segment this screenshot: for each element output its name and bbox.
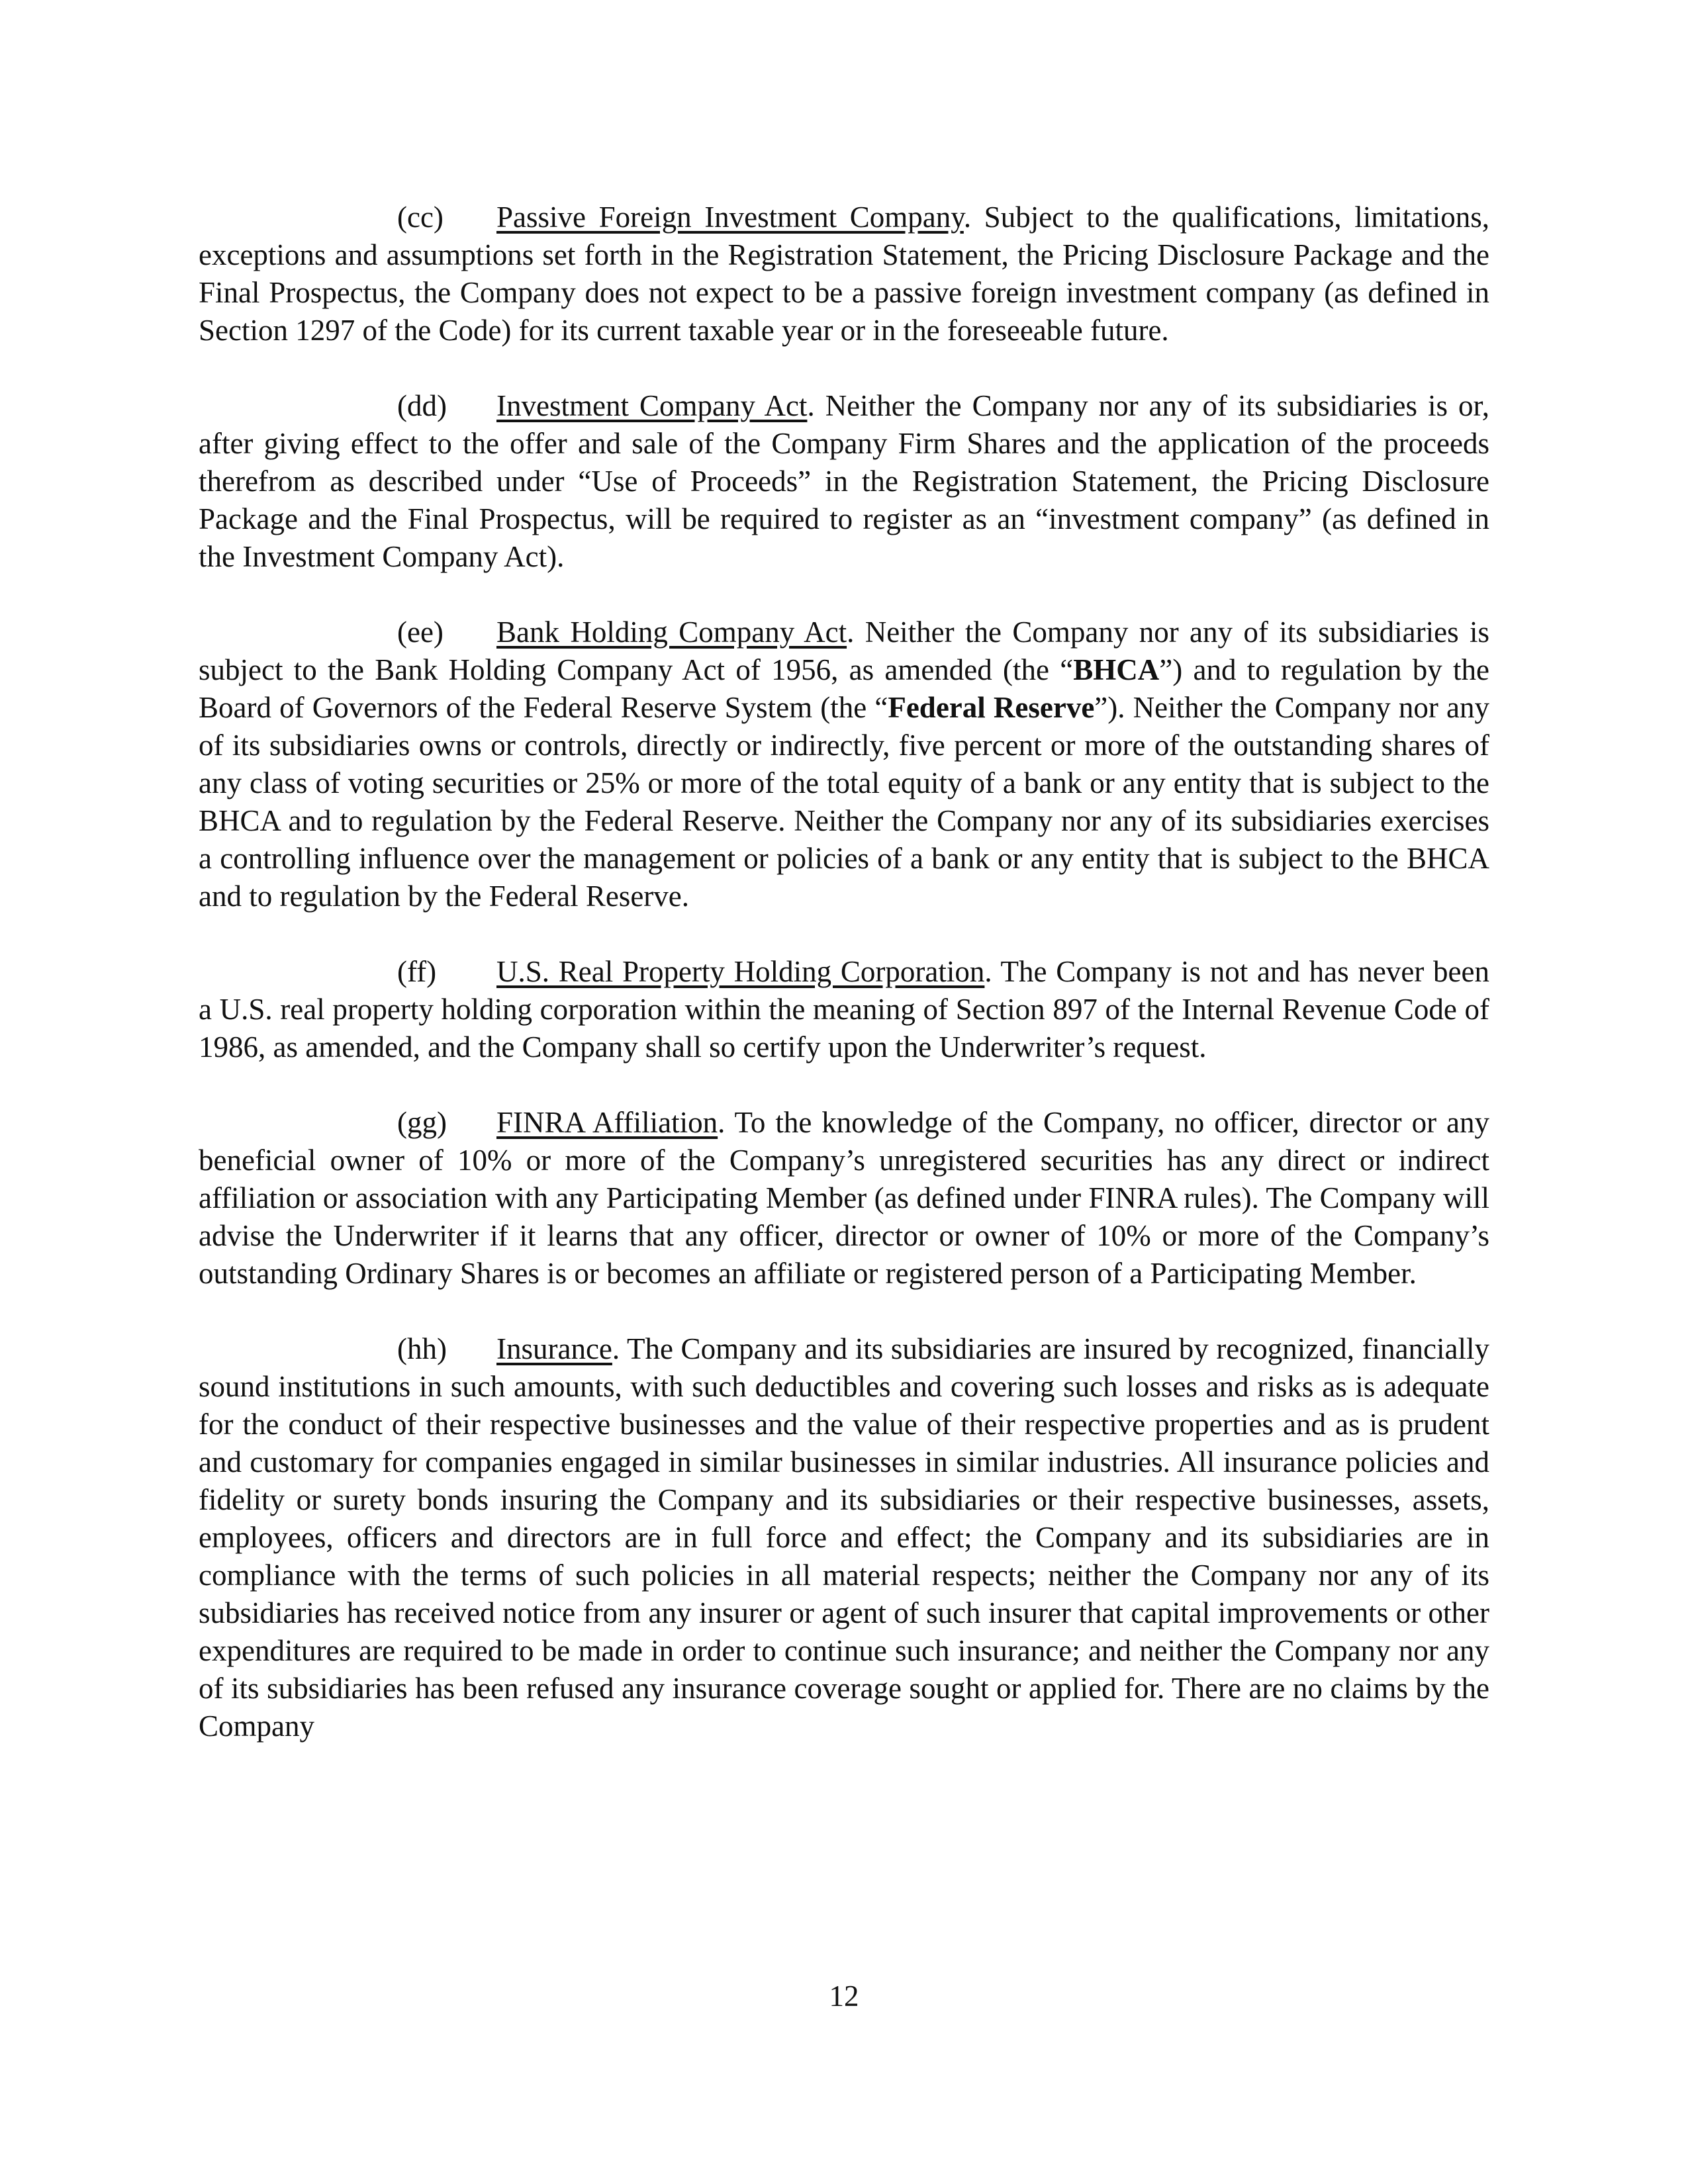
section-heading: Insurance <box>496 1332 612 1365</box>
section-text: . Subject to the qualifications, limitations, exceptions and assumptions set forth in the Registration Statement, the Pricing Disclosure Package and the Final Prospectus, the Company does not expect to be a passive foreign investment company (as defined in Section 1297 of the Code) for its current taxable year or in the foreseeable future. <box>199 201 1489 347</box>
section-text: . The Company is not and has never been a U.S. real property holding corporation within the meaning of Section 897 of the Internal Revenue Code of 1986, as amended, and the Company shall so certify upon the Underwriter’s request. <box>199 955 1489 1064</box>
section-dd <box>199 387 1489 576</box>
section-text: . To the knowledge of the Company, no officer, director or any beneficial owner of 10% or more of the Company’s unregistered securities has any direct or indirect affiliation or association with any Participating Member (as defined under FINRA rules). The Company will advise the Underwriter if it learns that any officer, director or owner of 10% or more of the Company’s outstanding Ordinary Shares is or becomes an affiliate or registered person of a Participating Member. <box>199 1106 1490 1290</box>
section-hh <box>199 1330 1489 1745</box>
section-text: . Neither the Company nor any of its subsidiaries is or, after giving effect to the offer and sale of the Company Firm Shares and the application of the proceeds therefrom as described under “Use of Proceeds” in the Registration Statement, the Pricing Disclosure Package and the Final Prospectus, will be required to register as an “investment company” (as defined in the Investment Company Act). <box>199 389 1489 573</box>
section-ee <box>199 614 1489 915</box>
section-heading: FINRA Affiliation <box>496 1106 718 1139</box>
defined-term-bhca: BHCA <box>1073 653 1160 686</box>
section-heading: Passive Foreign Investment Company <box>496 201 964 234</box>
section-heading: Investment Company Act <box>496 389 808 422</box>
page-number: 12 <box>829 1979 859 2013</box>
section-heading: Bank Holding Company Act <box>496 615 847 649</box>
defined-term-federal-reserve: Federal Reserve <box>888 691 1095 724</box>
section-text: . The Company and its subsidiaries are insured by recognized, financially sound institutions in such amounts, with such deductibles and covering such losses and risks as is adequate for the conduct of their respective businesses and the value of their respective properties and as is prudent and customary for companies engaged in similar businesses in similar industries. All insurance policies and fidelity or surety bonds insuring the Company and its subsidiaries or their respective businesses, assets, employees, officers and directors are in full force and effect; the Company and its subsidiaries are in compliance with the terms of such policies in all material respects; neither the Company nor any of its subsidiaries has received notice from any insurer or agent of such insurer that capital improvements or other expenditures are required to be made in order to continue such insurance; and neither the Company nor any of its subsidiaries has been refused any insurance coverage sought or applied for. There are no claims by the Company <box>199 1332 1489 1743</box>
section-ff <box>199 953 1489 1066</box>
section-text-mid: ”) and to regulation by the Board of Governors of the Federal Reserve System (the “ <box>199 653 1489 724</box>
section-text: . Neither the Company nor any of its subsidiaries is subject to the Bank Holding Company Act of 1956, as amended (the “ <box>199 615 1489 686</box>
section-number: (ee) <box>397 615 444 649</box>
section-text-after: ”). Neither the Company nor any of its subsidiaries owns or controls, directly or indirectly, five percent or more of the outstanding shares of any class of voting securities or 25% or more of the total equity of a bank or any entity that is subject to the BHCA and to regulation by the Federal Reserve. Neither the Company nor any of its subsidiaries exercises a controlling influence over the management or policies of a bank or any entity that is subject to the BHCA and to regulation by the Federal Reserve. <box>199 691 1489 913</box>
section-number: (gg) <box>397 1106 447 1139</box>
section-cc <box>199 199 1489 349</box>
section-number: (ff) <box>397 955 437 988</box>
document-page <box>199 199 1489 1783</box>
section-gg <box>199 1104 1489 1293</box>
section-number: (cc) <box>397 201 444 234</box>
section-heading: U.S. Real Property Holding Corporation <box>496 955 985 988</box>
section-number: (hh) <box>397 1332 447 1365</box>
section-number: (dd) <box>397 389 447 422</box>
